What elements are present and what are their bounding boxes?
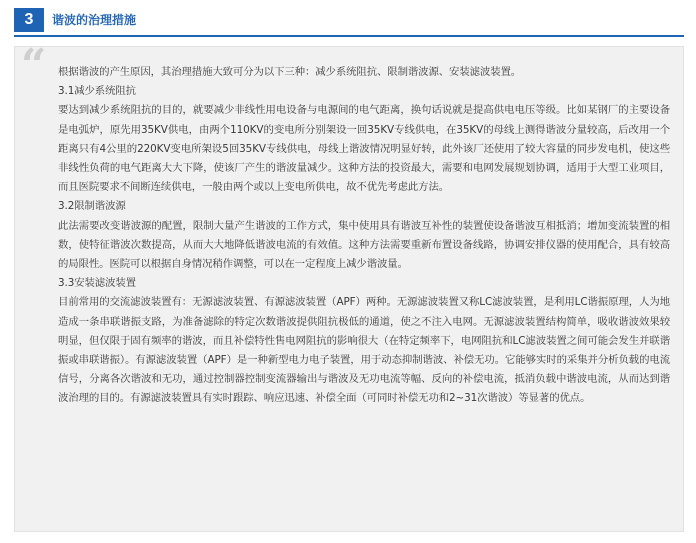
subheading-install-filter: 3.3安装滤波装置	[58, 277, 136, 290]
section-title: 谐波的治理措施	[52, 13, 137, 27]
quote-mark-icon: “	[21, 40, 47, 91]
subheading-reduce-impedance: 3.1减少系统阻抗	[58, 85, 136, 98]
paragraph-reduce-impedance: 要达到减少系统阻抗的目的，就要减少非线性用电设备与电源间的电气距离，换句话说就是提高供电电压等级。比如某钢厂的主要设备是电弧炉，原先用35KV供电，由两个110KV的变电所分别架设一回35KV专线供电，在35KV的母线上测得谐波分量较高，后改用一个距离只有4公里的220KV变电所架设5回35KV专线供电，母线上谐波情况明显好转，此外该厂还使用了较大容量的同步发电机，使这些非线性负荷的电气距离大大下降，使该厂产生的谐波量减少。这种方法的投资最大，需要和电网发展规划协调，适用于大型工业项目，而且医院要求不间断连续供电，一般由两个或以上变电所供电，故不优先考虑此方法。	[58, 104, 670, 194]
section-header	[14, 8, 684, 32]
subheading-limit-harmonic-source: 3.2限制谐波源	[58, 200, 126, 213]
article-body	[58, 63, 670, 409]
section-number-badge: 3	[14, 8, 44, 32]
header-divider	[14, 35, 684, 37]
intro-paragraph: 根据谐波的产生原因，其治理措施大致可分为以下三种：减少系统阻抗、限制谐波源、安装滤波装置。	[58, 66, 522, 78]
paragraph-limit-harmonic-source: 此法需要改变谐波源的配置，限制大量产生谐波的工作方式，集中使用具有谐波互补性的装置使设备谐波互相抵消；增加变流装置的相数，使特征谐波次数提高，从而大大地降低谐波电流的有效值。这种方法需要重新布置设备线路，协调安排仪器的使用配合，具有较高的局限性。医院可以根据自身情况稍作调整，可以在一定程度上减少谐波量。	[58, 219, 670, 271]
paragraph-install-filter: 目前常用的交流滤波装置有：无源滤波装置、有源滤波装置（APF）两种。无源滤波装置又称LC滤波装置，是利用LC谐振原理，人为地造成一条串联谐振支路，为准备滤除的特定次数谐波提供阻抗极低的通道，使之不注入电网。无源滤波装置结构简单，吸收谐波效果较明显，但仅限于固有频率的谐波，而且补偿特性售电网阻抗的影响很大（在特定频率下，电网阻抗和LC滤波装置之间可能会发生并联谐振或串联谐振）。有源滤波装置（APF）是一种新型电力电子装置，用于动态抑制谐波、补偿无功。它能够实时的采集并分析负载的电流信号，分离各次谐波和无功，通过控制器控制变流器输出与谐波及无功电流等幅、反向的补偿电流，抵消负载中谐波电流，从而达到谐波治理的目的。有源滤波装置具有实时跟踪、响应迅速、补偿全面（可同时补偿无功和2~31次谐波）等显著的优点。	[58, 296, 670, 405]
quote-panel	[14, 40, 684, 532]
